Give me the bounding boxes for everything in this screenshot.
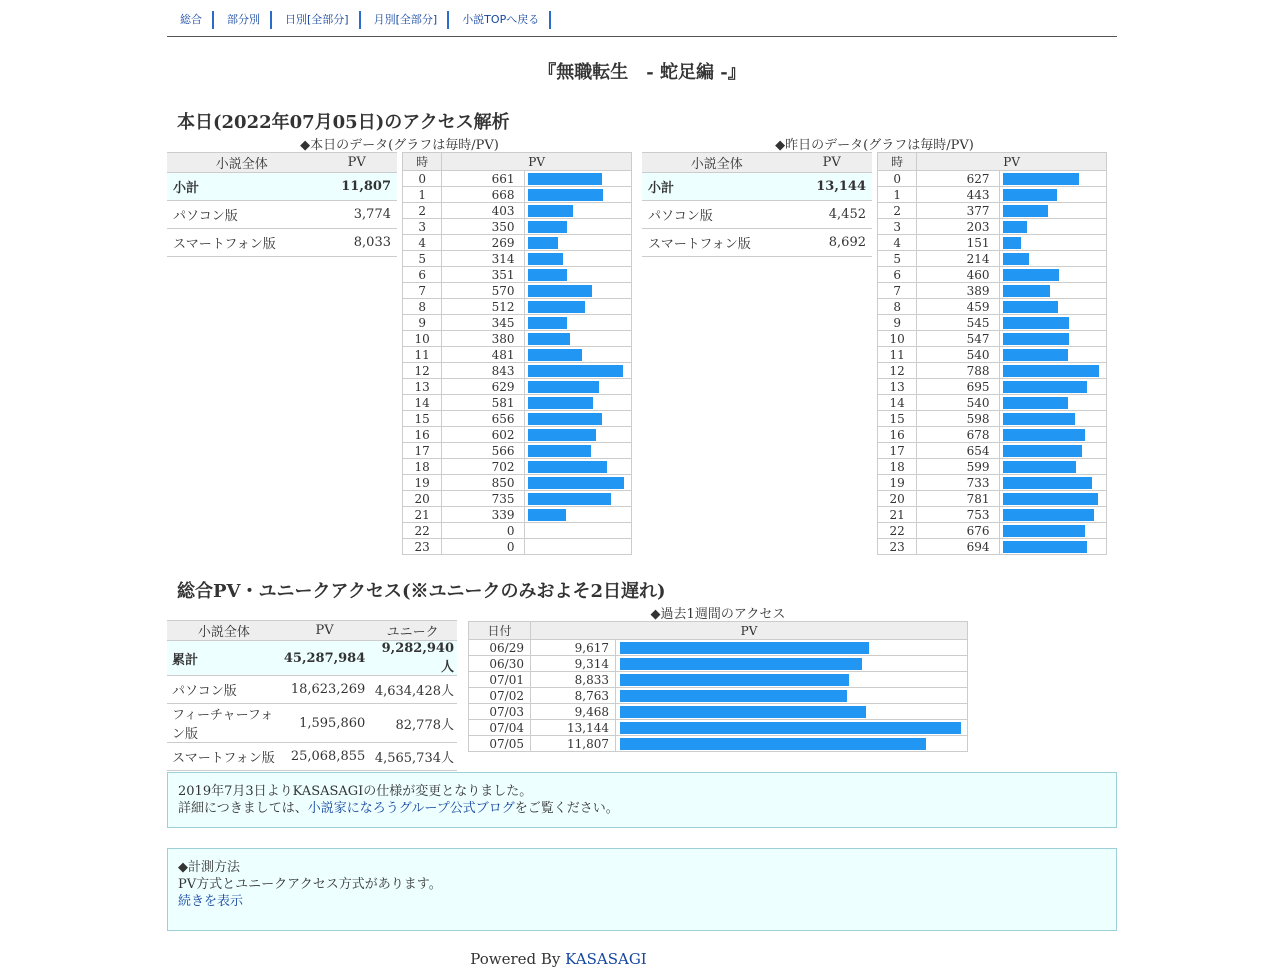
col-date: 日付 bbox=[469, 622, 531, 640]
today-heading: 本日(2022年07月05日)のアクセス解析 bbox=[177, 112, 510, 133]
pv-bar bbox=[1003, 541, 1088, 553]
pv-cell: 788 bbox=[917, 363, 999, 379]
pv-cell: 694 bbox=[917, 539, 999, 555]
hourly-row bbox=[878, 171, 1107, 187]
today-summary-table bbox=[167, 152, 397, 257]
pv-bar bbox=[528, 301, 586, 313]
pv-cell: 512 bbox=[442, 299, 524, 315]
hour-cell: 6 bbox=[403, 267, 442, 283]
pv-cell: 656 bbox=[442, 411, 524, 427]
col-pv: PV bbox=[442, 153, 632, 171]
pv-cell: 214 bbox=[917, 251, 999, 267]
hourly-row bbox=[878, 267, 1107, 283]
pv-cell: 695 bbox=[917, 379, 999, 395]
hourly-row bbox=[403, 251, 632, 267]
pv-cell: 843 bbox=[442, 363, 524, 379]
hourly-row bbox=[878, 283, 1107, 299]
hour-cell: 17 bbox=[878, 443, 917, 459]
hourly-row bbox=[403, 299, 632, 315]
pv-cell: 654 bbox=[917, 443, 999, 459]
pv-cell: 13,144 bbox=[531, 720, 616, 736]
weekly-row bbox=[469, 688, 968, 704]
pv-bar bbox=[1003, 397, 1069, 409]
hour-cell: 8 bbox=[878, 299, 917, 315]
col-novel-total: 小説全体 bbox=[167, 621, 281, 641]
hour-cell: 8 bbox=[403, 299, 442, 315]
hour-cell: 3 bbox=[878, 219, 917, 235]
pv-cell: 269 bbox=[442, 235, 524, 251]
hour-cell: 14 bbox=[878, 395, 917, 411]
notice-line1: 2019年7月3日よりKASASAGIの仕様が変更となりました。 bbox=[178, 784, 533, 799]
col-hour: 時 bbox=[403, 153, 442, 171]
pv-cell: 351 bbox=[442, 267, 524, 283]
totals-row-smartphone: スマートフォン版 25,068,855 4,565,734人 bbox=[167, 743, 457, 771]
hourly-row bbox=[403, 219, 632, 235]
totals-row-featurephone: フィーチャーフォン版 1,595,860 82,778人 bbox=[167, 704, 457, 743]
hour-cell: 23 bbox=[878, 539, 917, 555]
date-cell: 07/01 bbox=[469, 672, 531, 688]
hourly-row bbox=[878, 331, 1107, 347]
pv-cell: 389 bbox=[917, 283, 999, 299]
pv-cell: 540 bbox=[917, 395, 999, 411]
pv-bar bbox=[1003, 445, 1083, 457]
hourly-row bbox=[878, 299, 1107, 315]
pv-cell: 339 bbox=[442, 507, 524, 523]
hour-cell: 1 bbox=[403, 187, 442, 203]
col-pv: PV bbox=[281, 621, 368, 641]
pv-bar bbox=[620, 690, 847, 702]
hourly-row bbox=[878, 491, 1107, 507]
pv-cell: 345 bbox=[442, 315, 524, 331]
summary-row-smartphone: スマートフォン版 8,692 bbox=[642, 229, 872, 257]
hourly-row bbox=[403, 411, 632, 427]
pv-bar bbox=[528, 429, 596, 441]
pv-cell: 545 bbox=[917, 315, 999, 331]
hour-cell: 11 bbox=[403, 347, 442, 363]
pv-bar bbox=[528, 413, 602, 425]
pv-bar bbox=[1003, 509, 1095, 521]
hour-cell: 0 bbox=[878, 171, 917, 187]
pv-cell: 9,314 bbox=[531, 656, 616, 672]
pv-bar bbox=[528, 189, 603, 201]
date-cell: 06/29 bbox=[469, 640, 531, 656]
nav-link[interactable]: 小説TOPへ戻る bbox=[462, 13, 540, 26]
pv-cell: 0 bbox=[442, 523, 524, 539]
hourly-row bbox=[878, 395, 1107, 411]
hourly-row bbox=[403, 523, 632, 539]
summary-row-smartphone: スマートフォン版 8,033 bbox=[167, 229, 397, 257]
hour-cell: 11 bbox=[878, 347, 917, 363]
pv-bar bbox=[1003, 269, 1059, 281]
show-more-link[interactable]: 続きを表示 bbox=[178, 894, 244, 909]
hour-cell: 20 bbox=[403, 491, 442, 507]
today-caption: ◆本日のデータ(グラフは毎時/PV) bbox=[300, 138, 499, 153]
pv-cell: 540 bbox=[917, 347, 999, 363]
hourly-row bbox=[878, 427, 1107, 443]
pv-cell: 203 bbox=[917, 219, 999, 235]
hourly-row bbox=[878, 523, 1107, 539]
pv-cell: 602 bbox=[442, 427, 524, 443]
hour-cell: 0 bbox=[403, 171, 442, 187]
hour-cell: 12 bbox=[878, 363, 917, 379]
hour-cell: 10 bbox=[878, 331, 917, 347]
pv-cell: 9,617 bbox=[531, 640, 616, 656]
hourly-row bbox=[878, 539, 1107, 555]
notice-line2: 詳細につきましては、小説家になろうグループ公式ブログをご覧ください。 bbox=[178, 801, 619, 816]
pv-cell: 598 bbox=[917, 411, 999, 427]
official-blog-link[interactable]: 小説家になろうグループ公式ブログ bbox=[307, 801, 515, 816]
pv-cell: 668 bbox=[442, 187, 524, 203]
hour-cell: 15 bbox=[878, 411, 917, 427]
pv-cell: 11,807 bbox=[531, 736, 616, 752]
pv-cell: 8,833 bbox=[531, 672, 616, 688]
kasasagi-link[interactable]: KASASAGI bbox=[565, 950, 647, 968]
hourly-row bbox=[878, 219, 1107, 235]
weekly-row bbox=[469, 736, 968, 752]
pv-cell: 350 bbox=[442, 219, 524, 235]
pv-cell: 570 bbox=[442, 283, 524, 299]
hour-cell: 5 bbox=[878, 251, 917, 267]
novel-title: 『無職転生 - 蛇足編 -』 bbox=[538, 62, 746, 83]
hourly-row bbox=[878, 507, 1107, 523]
pv-cell: 581 bbox=[442, 395, 524, 411]
pv-cell: 151 bbox=[917, 235, 999, 251]
date-cell: 06/30 bbox=[469, 656, 531, 672]
hour-cell: 21 bbox=[403, 507, 442, 523]
page bbox=[167, 0, 1117, 909]
pv-bar bbox=[1003, 461, 1076, 473]
hour-cell: 23 bbox=[403, 539, 442, 555]
totals-row-pc: パソコン版 18,623,269 4,634,428人 bbox=[167, 676, 457, 704]
pv-bar bbox=[620, 722, 961, 734]
weekly-row bbox=[469, 656, 968, 672]
hourly-row bbox=[403, 491, 632, 507]
pv-bar bbox=[1003, 413, 1076, 425]
pv-bar bbox=[620, 738, 926, 750]
pv-bar bbox=[528, 477, 624, 489]
pv-bar bbox=[620, 674, 849, 686]
totals-table bbox=[167, 620, 457, 771]
pv-bar bbox=[1003, 205, 1049, 217]
pv-bar bbox=[620, 642, 869, 654]
hour-cell: 13 bbox=[878, 379, 917, 395]
hour-cell: 4 bbox=[878, 235, 917, 251]
pv-bar bbox=[528, 173, 603, 185]
hourly-row bbox=[403, 203, 632, 219]
weekly-table bbox=[468, 621, 968, 752]
hourly-row bbox=[403, 187, 632, 203]
hourly-row bbox=[403, 347, 632, 363]
summary-row-subtotal: 小計 11,807 bbox=[167, 173, 397, 201]
pv-cell: 599 bbox=[917, 459, 999, 475]
pv-cell: 9,468 bbox=[531, 704, 616, 720]
pv-cell: 481 bbox=[442, 347, 524, 363]
hourly-row bbox=[403, 459, 632, 475]
pv-bar bbox=[528, 237, 558, 249]
hour-cell: 12 bbox=[403, 363, 442, 379]
hour-cell: 7 bbox=[878, 283, 917, 299]
nav-link[interactable]: 日別[全部分] bbox=[285, 13, 349, 26]
hour-cell: 18 bbox=[403, 459, 442, 475]
hour-cell: 17 bbox=[403, 443, 442, 459]
pv-bar bbox=[1003, 253, 1029, 265]
pv-cell: 627 bbox=[917, 171, 999, 187]
pv-bar bbox=[528, 253, 563, 265]
col-pv: PV bbox=[791, 153, 872, 173]
hour-cell: 22 bbox=[403, 523, 442, 539]
totals-row-cumulative: 累計 45,287,984 9,282,940人 bbox=[167, 641, 457, 676]
nav-link[interactable]: 部分別 bbox=[227, 13, 260, 26]
weekly-row bbox=[469, 704, 968, 720]
pv-cell: 443 bbox=[917, 187, 999, 203]
pv-bar bbox=[620, 658, 862, 670]
pv-bar bbox=[1003, 525, 1085, 537]
pv-bar bbox=[528, 269, 568, 281]
hourly-row bbox=[403, 427, 632, 443]
pv-cell: 850 bbox=[442, 475, 524, 491]
hour-cell: 5 bbox=[403, 251, 442, 267]
pv-bar bbox=[528, 493, 611, 505]
yesterday-hourly-table bbox=[877, 152, 1107, 555]
hourly-row bbox=[878, 235, 1107, 251]
yesterday-caption: ◆昨日のデータ(グラフは毎時/PV) bbox=[775, 138, 974, 153]
hourly-row bbox=[878, 459, 1107, 475]
hourly-row bbox=[403, 171, 632, 187]
col-unique: ユニーク bbox=[368, 621, 457, 641]
footer: Powered By KASASAGI bbox=[470, 950, 647, 968]
yesterday-summary-table bbox=[642, 152, 872, 257]
pv-bar bbox=[528, 221, 568, 233]
hour-cell: 22 bbox=[878, 523, 917, 539]
nav-item[interactable] bbox=[214, 11, 272, 29]
pv-bar bbox=[1003, 301, 1059, 313]
hourly-row bbox=[403, 283, 632, 299]
nav-item[interactable] bbox=[167, 11, 214, 29]
hour-cell: 1 bbox=[878, 187, 917, 203]
pv-cell: 403 bbox=[442, 203, 524, 219]
date-cell: 07/02 bbox=[469, 688, 531, 704]
weekly-row bbox=[469, 640, 968, 656]
pv-cell: 702 bbox=[442, 459, 524, 475]
pv-bar bbox=[1003, 333, 1070, 345]
hour-cell: 9 bbox=[878, 315, 917, 331]
hourly-row bbox=[878, 203, 1107, 219]
pv-cell: 733 bbox=[917, 475, 999, 491]
hourly-row bbox=[878, 443, 1107, 459]
pv-cell: 459 bbox=[917, 299, 999, 315]
hour-cell: 16 bbox=[878, 427, 917, 443]
pv-bar bbox=[528, 461, 607, 473]
nav-item[interactable] bbox=[449, 11, 551, 29]
hour-cell: 6 bbox=[878, 267, 917, 283]
hour-cell: 2 bbox=[878, 203, 917, 219]
method-body: PV方式とユニークアクセス方式があります。 bbox=[178, 877, 442, 892]
col-pv: PV bbox=[531, 622, 968, 640]
hour-cell: 19 bbox=[403, 475, 442, 491]
date-cell: 07/03 bbox=[469, 704, 531, 720]
pv-cell: 629 bbox=[442, 379, 524, 395]
hourly-row bbox=[403, 395, 632, 411]
pv-cell: 460 bbox=[917, 267, 999, 283]
hour-cell: 3 bbox=[403, 219, 442, 235]
hour-cell: 14 bbox=[403, 395, 442, 411]
today-hourly-table bbox=[402, 152, 632, 555]
pv-bar bbox=[1003, 317, 1069, 329]
hour-cell: 9 bbox=[403, 315, 442, 331]
pv-bar bbox=[528, 349, 582, 361]
pv-bar bbox=[528, 445, 592, 457]
pv-bar bbox=[1003, 189, 1057, 201]
weekly-row bbox=[469, 672, 968, 688]
pv-cell: 0 bbox=[442, 539, 524, 555]
pv-bar bbox=[1003, 237, 1021, 249]
nav-link[interactable]: 総合 bbox=[180, 13, 202, 26]
hourly-row bbox=[878, 475, 1107, 491]
method-box bbox=[167, 848, 1117, 931]
notice-box bbox=[167, 772, 1117, 828]
pv-cell: 735 bbox=[442, 491, 524, 507]
pv-bar bbox=[528, 397, 594, 409]
pv-bar bbox=[1003, 349, 1069, 361]
pv-bar bbox=[528, 317, 567, 329]
top-nav bbox=[167, 0, 1117, 37]
hourly-row bbox=[403, 267, 632, 283]
weekly-caption: ◆過去1週間のアクセス bbox=[650, 607, 786, 622]
hourly-row bbox=[403, 363, 632, 379]
hourly-row bbox=[403, 475, 632, 491]
pv-bar bbox=[1003, 173, 1079, 185]
pv-bar bbox=[1003, 285, 1050, 297]
pv-cell: 781 bbox=[917, 491, 999, 507]
date-cell: 07/05 bbox=[469, 736, 531, 752]
hour-cell: 18 bbox=[878, 459, 917, 475]
hourly-row bbox=[878, 315, 1107, 331]
pv-cell: 676 bbox=[917, 523, 999, 539]
hourly-row bbox=[878, 251, 1107, 267]
nav-item[interactable] bbox=[272, 11, 361, 29]
col-pv: PV bbox=[316, 153, 397, 173]
pv-cell: 380 bbox=[442, 331, 524, 347]
hour-cell: 19 bbox=[878, 475, 917, 491]
hour-cell: 4 bbox=[403, 235, 442, 251]
pv-cell: 8,763 bbox=[531, 688, 616, 704]
hour-cell: 21 bbox=[878, 507, 917, 523]
hourly-row bbox=[878, 347, 1107, 363]
summary-row-pc: パソコン版 3,774 bbox=[167, 201, 397, 229]
col-novel-total: 小説全体 bbox=[642, 153, 791, 173]
pv-cell: 661 bbox=[442, 171, 524, 187]
hour-cell: 20 bbox=[878, 491, 917, 507]
pv-cell: 566 bbox=[442, 443, 524, 459]
method-title: ◆計測方法 bbox=[178, 860, 240, 875]
total-heading: 総合PV・ユニークアクセス(※ユニークのみおよそ2日遅れ) bbox=[177, 581, 666, 602]
pv-bar bbox=[528, 365, 623, 377]
summary-row-subtotal: 小計 13,144 bbox=[642, 173, 872, 201]
hourly-row bbox=[403, 235, 632, 251]
hourly-row bbox=[403, 331, 632, 347]
weekly-row bbox=[469, 720, 968, 736]
pv-bar bbox=[1003, 493, 1098, 505]
summary-row-pc: パソコン版 4,452 bbox=[642, 201, 872, 229]
hourly-row bbox=[403, 443, 632, 459]
hourly-row bbox=[403, 507, 632, 523]
pv-bar bbox=[528, 285, 592, 297]
hourly-row bbox=[403, 379, 632, 395]
hour-cell: 13 bbox=[403, 379, 442, 395]
col-hour: 時 bbox=[878, 153, 917, 171]
hourly-row bbox=[403, 539, 632, 555]
nav-link[interactable]: 月別[全部分] bbox=[373, 13, 438, 26]
hour-cell: 2 bbox=[403, 203, 442, 219]
pv-bar bbox=[1003, 365, 1099, 377]
date-cell: 07/04 bbox=[469, 720, 531, 736]
hour-cell: 7 bbox=[403, 283, 442, 299]
hourly-row bbox=[878, 363, 1107, 379]
hourly-row bbox=[878, 379, 1107, 395]
hourly-row bbox=[878, 187, 1107, 203]
pv-bar bbox=[528, 381, 599, 393]
pv-bar bbox=[1003, 477, 1092, 489]
pv-cell: 753 bbox=[917, 507, 999, 523]
pv-bar bbox=[528, 509, 566, 521]
pv-cell: 377 bbox=[917, 203, 999, 219]
pv-bar bbox=[1003, 429, 1086, 441]
hour-cell: 16 bbox=[403, 427, 442, 443]
pv-bar bbox=[1003, 381, 1088, 393]
hour-cell: 15 bbox=[403, 411, 442, 427]
hourly-row bbox=[878, 411, 1107, 427]
col-pv: PV bbox=[917, 153, 1107, 171]
pv-bar bbox=[1003, 221, 1028, 233]
pv-cell: 678 bbox=[917, 427, 999, 443]
pv-bar bbox=[528, 205, 574, 217]
hour-cell: 10 bbox=[403, 331, 442, 347]
nav-item[interactable] bbox=[361, 11, 450, 29]
pv-cell: 314 bbox=[442, 251, 524, 267]
pv-bar bbox=[528, 333, 571, 345]
hourly-row bbox=[403, 315, 632, 331]
pv-cell: 547 bbox=[917, 331, 999, 347]
col-novel-total: 小説全体 bbox=[167, 153, 316, 173]
pv-bar bbox=[620, 706, 866, 718]
